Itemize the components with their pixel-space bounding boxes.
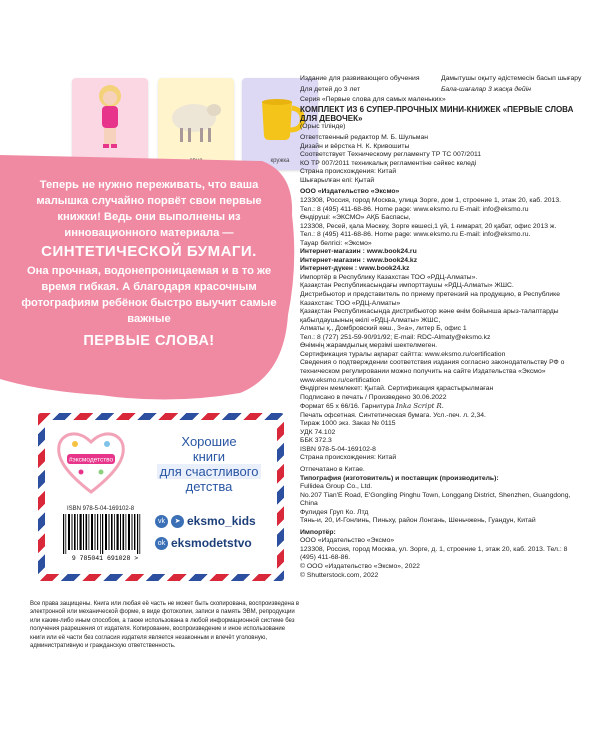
kz-line: Қазақстан Республикасындағы импорттаушы «РДЦ-Алматы» ЖШС. (300, 282, 514, 290)
designer: Дизайн и вёрстка Н. К. Кривошиты (300, 142, 410, 150)
barcode-bars (63, 514, 140, 554)
font-name: Inka Script R. (395, 402, 444, 411)
tagline-line-3: для счастливого (157, 464, 262, 479)
shop-ru: Интернет-магазин : www.book24.ru (300, 248, 417, 256)
shop-kz: Интернет-магазин : www.book24.kz (300, 256, 418, 264)
promo-body: Теперь не нужно переживать, что ваша малышка случайно порвёт свои первые книжки! Ведь они выполнены из инновационного материала — (36, 179, 262, 239)
printer-line: Тянь-и, 20, И-Гонлинь, Пиньху, район Лонгань, Шеньчжень, Гуандун, Китай (300, 517, 536, 525)
heart-label: #эксмодетство (68, 456, 114, 464)
age-kz: Бала-шағалар 3 жасқа дейін (441, 85, 531, 93)
doll-photo (72, 78, 148, 158)
print-line: ISBN 978-5-04-169102-8 (300, 445, 376, 453)
importer-heading: Импортёр: (300, 528, 336, 536)
printer-line: Fullidea Group Co., Ltd. (300, 483, 373, 491)
promo-highlight: СИНТЕТИЧЕСКОЙ БУМАГИ. (41, 243, 257, 260)
shop-kz-2: Интернет-дүкен : www.book24.kz (300, 265, 410, 273)
tagline-line-4: детства (185, 479, 233, 494)
copyright-line: © ООО «Издательство «Эксмо», 2022 (300, 562, 420, 570)
kz-line: Сертификация туралы ақпарат сайтта: www.eksmo.ru/certification (300, 350, 506, 358)
printer-heading: Типография (изготовитель) и поставщик (производитель): (300, 474, 499, 482)
compliance-2: КО ТР 007/2011 техникалық регламентіне сәйкес келеді (300, 159, 477, 167)
barcode (59, 514, 151, 562)
printer-line: Фулидея Груп Ко. Лтд (300, 508, 369, 516)
language-note: (Орыс тілінде) (300, 122, 346, 130)
compliance-1: Соответствует Техническому регламенту ТР ТС 007/2011 (300, 151, 482, 159)
promo-text (20, 177, 278, 349)
print-line: Печать офсетная. Синтетическая бумага. Усл.-печ. л. 2,34. (300, 411, 486, 419)
importer-line: ООО «Издательство «Эксмо» (300, 537, 395, 545)
print-line: Тираж 1000 экз. Заказ № 0115 (300, 420, 396, 428)
printed-in: Отпечатано в Китае. (300, 465, 365, 473)
ok-icon: ok (155, 537, 168, 550)
kz-line: Импортёр в Республику Казахстан ТОО «РДЦ-Алматы». (300, 273, 478, 281)
kz-line: Сведения о подтверждении соответствия издания согласно законодательству РФ о техническом регулировании можно получить на сайте Издательства «Эксмо» (300, 359, 565, 375)
print-line: Подписано в печать / Произведено 30.06.2022 (300, 393, 447, 401)
telegram-icon: ➤ (171, 515, 184, 528)
tagline-line-1: Хорошие (181, 434, 237, 449)
print-line: ББК 372.3 (300, 437, 332, 445)
age-ru: Для детей до 3 лет (300, 85, 361, 93)
kz-line: Алматы қ., Домбровский көш., 3«а», литер Б, офис 1 (300, 325, 467, 333)
imprint-header-row-1 (300, 75, 582, 84)
social-block (155, 510, 273, 554)
kz-line: www.eksmo.ru/certification (300, 376, 381, 384)
pub-line: 123308, Ресей, қала Мәскеу, Зорге көшесі,1 үй, 1 ғимарат, 20 қабат, офис 2013 ж. (300, 222, 557, 230)
print-line (300, 402, 582, 412)
tagline (143, 434, 275, 494)
kz-line: Өнімнің жарамдылық мерзімі шектелмеген. (300, 342, 438, 350)
promo-blob (0, 155, 298, 402)
social-row-1 (155, 510, 273, 532)
pub-line: Тел.: 8 (495) 411-68-86. Home page: www.eksmo.ru E-mail: info@eksmo.ru (300, 205, 529, 213)
series: Серия «Первые слова для самых маленьких» (300, 96, 446, 104)
imprint-header-row-2 (300, 86, 582, 95)
kz-line: Өндірген мемлекет: Қытай. Сертификация қарастырылмаған (300, 385, 494, 393)
envelope-inner (45, 420, 277, 574)
print-format: Формат 65 х 66/16. Гарнитура (300, 403, 395, 411)
importer-line: 123308, Россия, город Москва, ул. Зорге, д. 1, строение 1, этаж 20, каб. 2013. Тел.: 8 (495) 411-68-86. (300, 545, 568, 562)
print-line: УДК 74.102 (300, 428, 336, 436)
promo-body-2: Она прочная, водонепроницаемая и в то же время гибкая. А благодаря красочным фотографиям ребёнок быстро выучит самые важные (21, 265, 277, 325)
audience-kz: Дамытушы оқыту әдістемесін басып шығару (441, 75, 582, 82)
isbn-text: ISBN 978-5-04-169102-8 (67, 506, 135, 512)
origin-ru: Страна происхождения: Китай (300, 168, 397, 176)
sheep-photo (158, 78, 234, 158)
copyright-line: © Shutterstock.com, 2022 (300, 571, 379, 579)
print-line: Страна происхождения: Китай (300, 454, 397, 462)
pub-line: 123308, Россия, город Москва, улица Зорге, дом 1, строение 1, этаж 20, каб. 2013. (300, 197, 561, 205)
heart-icon (55, 428, 127, 494)
envelope-block (38, 413, 284, 581)
imprint-column (300, 75, 582, 580)
barcode-digits: 9 785041 691028 > (71, 555, 139, 562)
social-row-2 (155, 532, 273, 554)
card-caption: кружка (270, 158, 290, 164)
social-handle-2: eksmodetstvo (171, 536, 252, 550)
publisher-name: ООО «Издательство «Эксмо» (300, 188, 400, 196)
promo-highlight-2: ПЕРВЫЕ СЛОВА! (83, 333, 215, 349)
audience-ru: Издание для развивающего обучения (300, 75, 420, 82)
social-handle-1: eksmo_kids (187, 514, 256, 528)
pub-line: Тауар белгісі: «Эксмо» (300, 239, 372, 247)
kz-line: Дистрибьютор и представитель по приему претензий на продукцию, в Республике Казахстан: ТОО «РДЦ-Алматы» (300, 291, 560, 307)
book-title: КОМПЛЕКТ ИЗ 6 СУПЕР-ПРОЧНЫХ МИНИ-КНИЖЕК «ПЕРВЫЕ СЛОВА ДЛЯ ДЕВОЧЕК» (300, 104, 574, 123)
legal-notice: Все права защищены. Книга или любая её часть не может быть скопирована, воспроизведена в электронной или механической форме, в виде фотокопии, записи в память ЭВМ, репродукции или каким-либо иным способом, а также использована в любой информационной системе без получения разрешения от издателя. Копирование, воспроизведение и иное использование книги или её части без согласия издателя является незаконным и влечёт уголовную, административную и гражданскую ответственность. (30, 601, 300, 650)
tagline-line-2: книги (192, 449, 226, 464)
pub-line: Өндіруші: «ЭКСМО» АҚБ Баспасы, (300, 214, 411, 222)
editor: Ответственный редактор М. Б. Шульман (300, 134, 428, 142)
origin-kz: Шығарылған елі: Қытай (300, 176, 375, 184)
printer-line: No.207 Tian'E Road, E'Gongling Pinghu Town, Longgang District, Shenzhen, Guangdong, China (300, 491, 571, 508)
kz-line: Қазақстан Республикасында дистрибьютор және өнім бойынша арыз-талаптарды қабылдаушының өкілі «РДЦ-Алматы» ЖШС, (300, 308, 559, 324)
kz-line: Тел.: 8 (727) 251-59-90/91/92; E-mail: RDC-Almaty@eksmo.kz (300, 333, 491, 341)
pub-line: Тел.: 8 (495) 411-68-86. Home page: www.eksmo.ru E-mail: info@eksmo.ru. (300, 231, 531, 239)
vk-icon: vk (155, 515, 168, 528)
